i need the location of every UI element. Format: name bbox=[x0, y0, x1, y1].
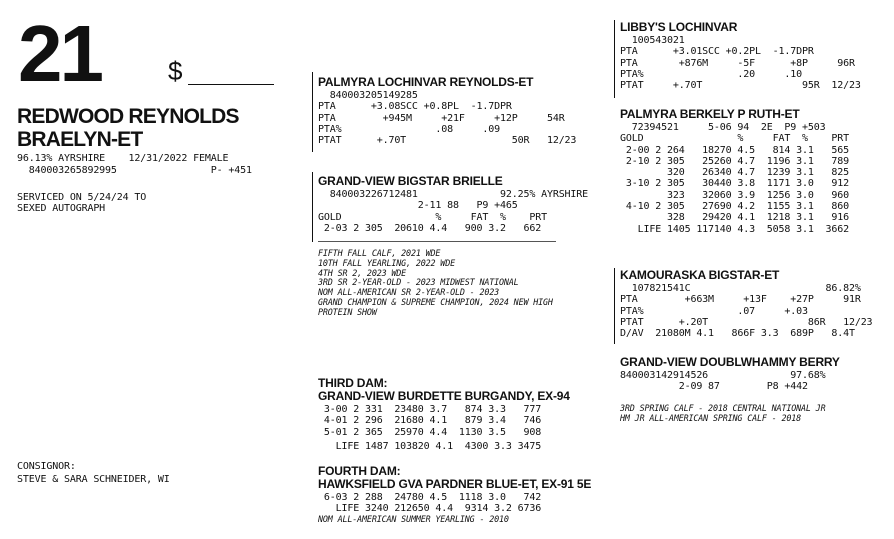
dam-of-sire-line: 320 26340 4.7 1239 3.1 825 bbox=[620, 167, 849, 179]
dam-of-sire-line: 2-10 2 305 25260 4.7 1196 3.1 789 bbox=[620, 155, 849, 167]
sire-of-sire-line: PTA +3.01SCC +0.2PL -1.7DPR bbox=[620, 46, 814, 58]
lot-number: 21 bbox=[18, 9, 101, 98]
animal-id-line: 840003265892995 P- +451 bbox=[17, 165, 252, 176]
maternal-grandsire-line: PTA +663M +13F +27P 91R bbox=[620, 294, 861, 306]
sire-detail-line: PTA +945M +21F +12P 54R bbox=[318, 112, 565, 124]
sire-detail-line: PTA +3.08SCC +0.8PL -1.7DPR bbox=[318, 101, 512, 113]
dam-of-sire-name: PALMYRA BERKELY P RUTH-ET bbox=[620, 107, 800, 121]
dam-note: 4TH SR 2, 2023 WDE bbox=[318, 267, 407, 278]
maternal-granddam-notes bbox=[620, 404, 825, 424]
dam-note: PROTEIN SHOW bbox=[318, 306, 377, 317]
maternal-grandsire-line: 107821541C 86.82% bbox=[620, 283, 861, 294]
service-line2: SEXED AUTOGRAPH bbox=[17, 203, 106, 214]
sire-of-sire-line: 100543021 bbox=[620, 35, 685, 46]
dam-detail-line: 840003226712481 92.25% AYRSHIRE bbox=[318, 189, 589, 200]
third-dam-record: LIFE 1487 103820 4.1 4300 3.3 3475 bbox=[318, 440, 542, 452]
fourth-dam-record: 6-03 2 288 24780 4.5 1118 3.0 742 bbox=[318, 492, 542, 503]
dam-name: GRAND-VIEW BIGSTAR BRIELLE bbox=[318, 174, 503, 188]
service-line1: SERVICED ON 5/24/24 TO bbox=[17, 192, 147, 203]
consignor-label: CONSIGNOR: bbox=[17, 461, 76, 472]
animal-breed-line: 96.13% AYRSHIRE 12/31/2022 FEMALE bbox=[17, 153, 229, 164]
maternal-grandsire-block bbox=[620, 283, 872, 339]
sire-of-sire-bracket bbox=[614, 20, 615, 98]
sire-of-sire-name: LIBBY'S LOCHINVAR bbox=[620, 20, 738, 34]
maternal-grandsire-name: KAMOURASKA BIGSTAR-ET bbox=[620, 268, 780, 282]
maternal-grandsire-line: D/AV 21080M 4.1 866F 3.3 689P 8.4T bbox=[620, 328, 855, 340]
dam-detail-line: 2-03 2 305 20610 4.4 900 3.2 662 bbox=[318, 222, 542, 234]
sire-of-sire-line: PTA% .20 .10 bbox=[620, 68, 802, 80]
sire-of-sire-block bbox=[620, 35, 861, 91]
dam-detail-line: GOLD % FAT % PRT bbox=[318, 211, 547, 223]
dam-of-sire-line: LIFE 1405 117140 4.3 5058 3.1 3662 bbox=[620, 223, 849, 235]
sire-detail-block bbox=[318, 90, 576, 146]
dam-of-sire-line: 328 29420 4.1 1218 3.1 916 bbox=[620, 212, 849, 224]
dam-note: 3RD SR 2-YEAR-OLD - 2023 MIDWEST NATIONAL bbox=[318, 277, 519, 288]
third-dam-record: 4-01 2 296 21680 4.1 879 3.4 746 bbox=[318, 415, 542, 427]
fourth-dam-note: NOM ALL-AMERICAN SUMMER YEARLING - 2010 bbox=[318, 513, 509, 524]
maternal-grandsire-bracket bbox=[614, 268, 615, 344]
fourth-dam-name: HAWKSFIELD GVA PARDNER BLUE-ET, EX-91 5E bbox=[318, 477, 592, 491]
sire-detail-line: 840003205149285 bbox=[318, 90, 418, 101]
maternal-granddam-name: GRAND-VIEW DOUBLWHAMMY BERRY bbox=[620, 355, 840, 369]
price-symbol: $ bbox=[168, 56, 183, 86]
animal-name-line1: REDWOOD REYNOLDS bbox=[17, 105, 239, 128]
dam-of-sire-block bbox=[620, 122, 849, 235]
dam-of-sire-line: 323 32060 3.9 1256 3.0 960 bbox=[620, 189, 849, 201]
dam-notes-block bbox=[318, 249, 553, 318]
dam-record-underline bbox=[318, 241, 556, 242]
dam-note: 10TH FALL YEARLING, 2022 WDE bbox=[318, 257, 455, 268]
sire-bracket bbox=[312, 72, 313, 152]
third-dam-record: 3-00 2 331 23480 3.7 874 3.3 777 bbox=[318, 404, 542, 415]
animal-name-line2: BRAELYN-ET bbox=[17, 128, 143, 151]
maternal-grandsire-line: PTA% .07 +.03 bbox=[620, 305, 808, 317]
third-dam-name: GRAND-VIEW BURDETTE BURGANDY, EX-94 bbox=[318, 389, 570, 403]
sire-detail-line: PTA% .08 .09 bbox=[318, 123, 500, 135]
maternal-granddam-note: 3RD SPRING CALF - 2018 CENTRAL NATIONAL JR bbox=[620, 403, 826, 413]
sire-of-sire-line: PTA +876M -5F +8P 96R bbox=[620, 57, 855, 69]
dam-detail-line: 2-11 88 P9 +465 bbox=[318, 200, 518, 212]
maternal-granddam-line: 2-09 87 P8 +442 bbox=[620, 381, 808, 393]
third-dam-record: 5-01 2 365 25970 4.4 1130 3.5 908 bbox=[318, 426, 542, 438]
sire-detail-line: PTAT +.70T 50R 12/23 bbox=[318, 135, 577, 147]
fourth-dam-label: FOURTH DAM: bbox=[318, 464, 401, 478]
dam-detail-block bbox=[318, 189, 588, 234]
maternal-granddam-block bbox=[620, 370, 825, 393]
dam-of-sire-line: 72394521 5-06 94 2E P9 +503 bbox=[620, 122, 826, 133]
maternal-granddam-line: 840003142914526 97.68% bbox=[620, 370, 826, 381]
dam-of-sire-line: 2-00 2 264 18270 4.5 814 3.1 565 bbox=[620, 144, 849, 156]
third-dam-records bbox=[318, 404, 541, 452]
maternal-grandsire-line: PTAT +.20T 86R 12/23 bbox=[620, 316, 873, 328]
sire-of-sire-line: PTAT +.70T 95R 12/23 bbox=[620, 80, 861, 92]
dam-of-sire-line: 3-10 2 305 30440 3.8 1171 3.0 912 bbox=[620, 178, 849, 190]
sire-name: PALMYRA LOCHINVAR REYNOLDS-ET bbox=[318, 75, 534, 89]
dam-note: FIFTH FALL CALF, 2021 WDE bbox=[318, 248, 441, 258]
maternal-granddam-note: HM JR ALL-AMERICAN SPRING CALF - 2018 bbox=[620, 412, 802, 423]
third-dam-label: THIRD DAM: bbox=[318, 376, 388, 390]
dam-bracket bbox=[312, 172, 313, 242]
dam-note: NOM ALL-AMERICAN SR 2-YEAR-OLD - 2023 bbox=[318, 287, 500, 298]
dam-of-sire-line: 4-10 2 305 27690 4.2 1155 3.1 860 bbox=[620, 201, 849, 213]
fourth-dam-records bbox=[318, 492, 541, 524]
dam-of-sire-line: GOLD % FAT % PRT bbox=[620, 133, 849, 145]
price-blank-line bbox=[188, 84, 274, 85]
fourth-dam-record: LIFE 3240 212650 4.4 9314 3.2 6736 bbox=[318, 503, 542, 515]
dam-note: GRAND CHAMPION & SUPREME CHAMPION, 2024 NEW HIGH bbox=[318, 296, 553, 307]
consignor-name: STEVE & SARA SCHNEIDER, WI bbox=[17, 474, 170, 485]
